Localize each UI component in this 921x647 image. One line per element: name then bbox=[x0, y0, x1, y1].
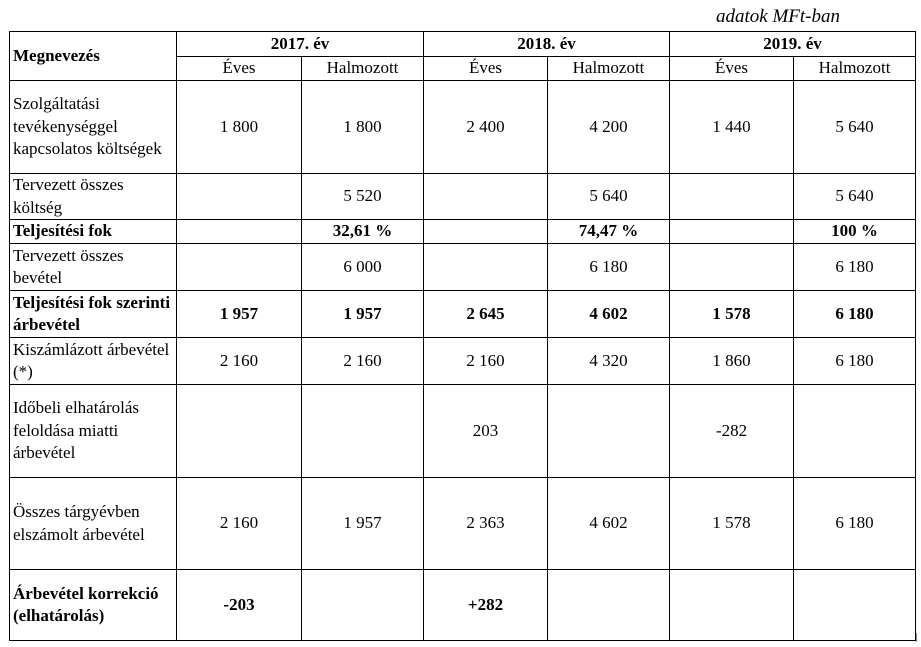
value-cell bbox=[794, 570, 916, 641]
value-cell: 6 180 bbox=[794, 291, 916, 338]
value-cell bbox=[670, 570, 794, 641]
edge-mark bbox=[916, 633, 917, 642]
header-cumulative-2017: Halmozott bbox=[302, 57, 424, 81]
value-cell bbox=[424, 244, 548, 291]
table-row bbox=[10, 244, 916, 291]
value-cell: 2 400 bbox=[424, 81, 548, 174]
value-cell: 2 363 bbox=[424, 478, 548, 570]
header-year-2018: 2018. év bbox=[424, 32, 670, 57]
value-cell: 5 640 bbox=[794, 81, 916, 174]
header-year-2017: 2017. év bbox=[177, 32, 424, 57]
value-cell: -282 bbox=[670, 385, 794, 478]
value-cell bbox=[424, 220, 548, 244]
value-cell bbox=[424, 174, 548, 220]
value-cell: 6 180 bbox=[794, 478, 916, 570]
table-row bbox=[10, 174, 916, 220]
row-label: Összes tárgyévben elszámolt árbevétel bbox=[10, 478, 177, 570]
value-cell: 1 440 bbox=[670, 81, 794, 174]
value-cell bbox=[302, 385, 424, 478]
value-cell: 1 957 bbox=[177, 291, 302, 338]
value-cell: +282 bbox=[424, 570, 548, 641]
value-cell bbox=[177, 385, 302, 478]
value-cell bbox=[670, 244, 794, 291]
value-cell: 1 578 bbox=[670, 478, 794, 570]
value-cell: 2 160 bbox=[177, 338, 302, 385]
header-cumulative-2018: Halmozott bbox=[548, 57, 670, 81]
row-label: Tervezett összes költség bbox=[10, 174, 177, 220]
value-cell: -203 bbox=[177, 570, 302, 641]
value-cell bbox=[670, 220, 794, 244]
table-row bbox=[10, 291, 916, 338]
value-cell bbox=[177, 174, 302, 220]
value-cell: 2 160 bbox=[177, 478, 302, 570]
row-label: Teljesítési fok szerinti árbevétel bbox=[10, 291, 177, 338]
value-cell bbox=[177, 244, 302, 291]
value-cell bbox=[794, 385, 916, 478]
value-cell: 6 000 bbox=[302, 244, 424, 291]
value-cell: 74,47 % bbox=[548, 220, 670, 244]
row-label: Időbeli elhatárolás feloldása miatti árbevétel bbox=[10, 385, 177, 478]
row-label: Tervezett összes bevétel bbox=[10, 244, 177, 291]
value-cell: 4 200 bbox=[548, 81, 670, 174]
header-name-column: Megnevezés bbox=[10, 32, 177, 81]
value-cell: 100 % bbox=[794, 220, 916, 244]
header-row-years bbox=[10, 32, 916, 57]
value-cell: 2 160 bbox=[302, 338, 424, 385]
value-cell: 4 602 bbox=[548, 478, 670, 570]
value-cell bbox=[670, 174, 794, 220]
value-cell: 2 160 bbox=[424, 338, 548, 385]
table-row bbox=[10, 338, 916, 385]
revenue-table bbox=[9, 31, 916, 641]
value-cell bbox=[302, 570, 424, 641]
table-row bbox=[10, 385, 916, 478]
header-annual-2018: Éves bbox=[424, 57, 548, 81]
value-cell: 1 800 bbox=[302, 81, 424, 174]
value-cell: 5 520 bbox=[302, 174, 424, 220]
value-cell: 6 180 bbox=[548, 244, 670, 291]
row-label: Kiszámlázott árbevétel (*) bbox=[10, 338, 177, 385]
value-cell: 1 578 bbox=[670, 291, 794, 338]
value-cell: 4 602 bbox=[548, 291, 670, 338]
table-row bbox=[10, 570, 916, 641]
value-cell bbox=[548, 570, 670, 641]
unit-note: adatok MFt-ban bbox=[716, 6, 841, 27]
value-cell: 5 640 bbox=[548, 174, 670, 220]
value-cell: 203 bbox=[424, 385, 548, 478]
header-annual-2019: Éves bbox=[670, 57, 794, 81]
table-row bbox=[10, 478, 916, 570]
header-cumulative-2019: Halmozott bbox=[794, 57, 916, 81]
table-body bbox=[10, 81, 916, 641]
value-cell: 1 800 bbox=[177, 81, 302, 174]
row-label: Teljesítési fok bbox=[10, 220, 177, 244]
header-year-2019: 2019. év bbox=[670, 32, 916, 57]
value-cell: 1 957 bbox=[302, 291, 424, 338]
value-cell bbox=[177, 220, 302, 244]
table-row bbox=[10, 81, 916, 174]
value-cell: 4 320 bbox=[548, 338, 670, 385]
value-cell: 6 180 bbox=[794, 244, 916, 291]
header-annual-2017: Éves bbox=[177, 57, 302, 81]
value-cell: 2 645 bbox=[424, 291, 548, 338]
value-cell: 32,61 % bbox=[302, 220, 424, 244]
value-cell: 1 860 bbox=[670, 338, 794, 385]
value-cell: 5 640 bbox=[794, 174, 916, 220]
value-cell: 1 957 bbox=[302, 478, 424, 570]
row-label: Árbevétel korrekció (elhatárolás) bbox=[10, 570, 177, 641]
table-row bbox=[10, 220, 916, 244]
value-cell: 6 180 bbox=[794, 338, 916, 385]
row-label: Szolgáltatási tevékenységgel kapcsolatos költségek bbox=[10, 81, 177, 174]
value-cell bbox=[548, 385, 670, 478]
